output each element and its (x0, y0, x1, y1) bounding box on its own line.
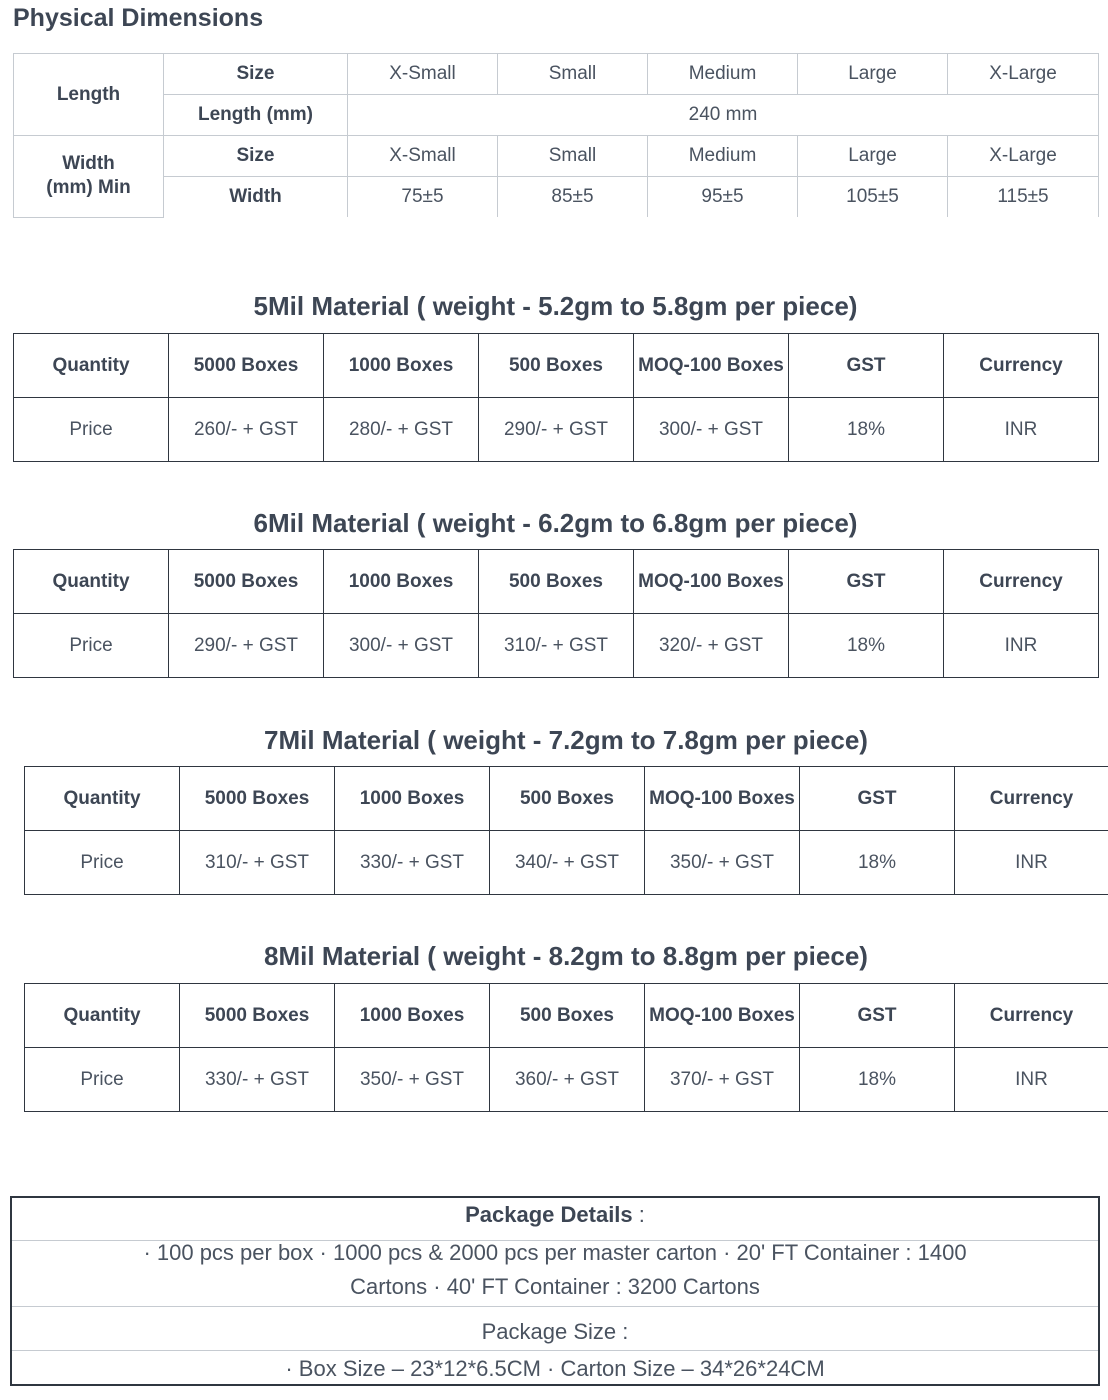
header-cell: MOQ-100 Boxes (645, 767, 800, 831)
price-cell: 260/- + GST (169, 398, 324, 462)
header-cell: 1000 Boxes (335, 984, 490, 1048)
size-cell: X-Small (348, 54, 498, 95)
divider (12, 1306, 1098, 1307)
package-size-line: · Box Size – 23*12*6.5CM · Carton Size – 34*26*24CM (285, 1356, 825, 1381)
package-details-line-1: · 100 pcs per box · 1000 pcs & 2000 pcs per master carton · 20' FT Container : 1400 (143, 1240, 967, 1265)
width-cell: 75±5 (348, 177, 498, 218)
price-cell: INR (944, 614, 1099, 678)
header-cell: Quantity (25, 984, 180, 1048)
package-details-colon: : (632, 1202, 645, 1227)
price-cell: 18% (800, 1048, 955, 1112)
price-cell: 280/- + GST (324, 398, 479, 462)
header-cell: MOQ-100 Boxes (634, 550, 789, 614)
size-label: Size (164, 136, 348, 177)
price-cell: 320/- + GST (634, 614, 789, 678)
price-cell: 300/- + GST (634, 398, 789, 462)
package-details-heading (12, 1202, 1098, 1228)
table-row (14, 614, 1099, 678)
price-cell: 350/- + GST (335, 1048, 490, 1112)
header-cell: GST (800, 984, 955, 1048)
price-cell: 340/- + GST (490, 831, 645, 895)
size-cell: Medium (648, 54, 798, 95)
price-cell: 310/- + GST (180, 831, 335, 895)
divider (12, 1350, 1098, 1351)
width-cell: 85±5 (498, 177, 648, 218)
size-cell: Small (498, 136, 648, 177)
table-header-row (14, 334, 1099, 398)
table-row (25, 831, 1108, 895)
material-title-7mil: 7Mil Material ( weight - 7.2gm to 7.8gm per piece) (264, 725, 868, 755)
header-cell: GST (789, 550, 944, 614)
package-size-label: Package Size : (481, 1319, 629, 1344)
header-cell: 5000 Boxes (180, 767, 335, 831)
length-value: 240 mm (348, 95, 1099, 136)
header-cell: Currency (955, 767, 1108, 831)
table-row (14, 398, 1099, 462)
price-cell: 350/- + GST (645, 831, 800, 895)
material-title-8mil: 8Mil Material ( weight - 8.2gm to 8.8gm per piece) (264, 941, 868, 971)
header-cell: 500 Boxes (490, 767, 645, 831)
price-cell: INR (955, 1048, 1108, 1112)
width-group-label (14, 136, 164, 218)
header-cell: 500 Boxes (490, 984, 645, 1048)
price-cell: 18% (789, 398, 944, 462)
price-cell: 18% (789, 614, 944, 678)
package-details-line-2: Cartons · 40' FT Container : 3200 Cartons (350, 1274, 760, 1299)
price-cell: Price (25, 1048, 180, 1112)
price-table-6mil (13, 549, 1099, 678)
price-cell: 290/- + GST (479, 398, 634, 462)
price-cell: INR (944, 398, 1099, 462)
width-label-line2: (mm) Min (46, 177, 131, 199)
dimensions-table (13, 53, 1099, 218)
price-cell: INR (955, 831, 1108, 895)
table-header-row (25, 767, 1108, 831)
header-cell: Currency (944, 550, 1099, 614)
header-cell: GST (800, 767, 955, 831)
size-cell: X-Large (948, 54, 1099, 95)
header-cell: Quantity (25, 767, 180, 831)
price-table-8mil (24, 983, 1108, 1112)
header-cell: 1000 Boxes (324, 334, 479, 398)
price-table-7mil (24, 766, 1108, 895)
length-group-label: Length (14, 54, 164, 136)
page-title: Physical Dimensions (13, 4, 264, 32)
material-title-5mil: 5Mil Material ( weight - 5.2gm to 5.8gm per piece) (253, 291, 858, 321)
header-cell: Currency (955, 984, 1108, 1048)
size-cell: Medium (648, 136, 798, 177)
price-cell: Price (14, 398, 169, 462)
price-cell: 310/- + GST (479, 614, 634, 678)
header-cell: Quantity (14, 550, 169, 614)
header-cell: 500 Boxes (479, 334, 634, 398)
price-cell: Price (14, 614, 169, 678)
price-table-5mil (13, 333, 1099, 462)
header-cell: 500 Boxes (479, 550, 634, 614)
price-cell: 370/- + GST (645, 1048, 800, 1112)
size-cell: X-Large (948, 136, 1099, 177)
price-cell: Price (25, 831, 180, 895)
price-cell: 290/- + GST (169, 614, 324, 678)
size-label: Size (164, 54, 348, 95)
width-row-label: Width (164, 177, 348, 218)
price-cell: 330/- + GST (180, 1048, 335, 1112)
header-cell: GST (789, 334, 944, 398)
header-cell: MOQ-100 Boxes (634, 334, 789, 398)
header-cell: MOQ-100 Boxes (645, 984, 800, 1048)
table-header-row (14, 550, 1099, 614)
price-cell: 300/- + GST (324, 614, 479, 678)
table-header-row (25, 984, 1108, 1048)
table-row (25, 1048, 1108, 1112)
price-cell: 18% (800, 831, 955, 895)
header-cell: 1000 Boxes (335, 767, 490, 831)
header-cell: Currency (944, 334, 1099, 398)
size-cell: Large (798, 54, 948, 95)
header-cell: 5000 Boxes (169, 334, 324, 398)
length-mm-label: Length (mm) (164, 95, 348, 136)
size-cell: X-Small (348, 136, 498, 177)
package-details-label: Package Details (465, 1202, 633, 1227)
package-details-box (10, 1196, 1100, 1386)
header-cell: 1000 Boxes (324, 550, 479, 614)
width-cell: 105±5 (798, 177, 948, 218)
width-cell: 115±5 (948, 177, 1099, 218)
header-cell: 5000 Boxes (180, 984, 335, 1048)
size-cell: Large (798, 136, 948, 177)
width-cell: 95±5 (648, 177, 798, 218)
header-cell: 5000 Boxes (169, 550, 324, 614)
price-cell: 330/- + GST (335, 831, 490, 895)
price-cell: 360/- + GST (490, 1048, 645, 1112)
header-cell: Quantity (14, 334, 169, 398)
material-title-6mil: 6Mil Material ( weight - 6.2gm to 6.8gm per piece) (253, 508, 858, 538)
size-cell: Small (498, 54, 648, 95)
width-label-line1: Width (62, 153, 115, 175)
